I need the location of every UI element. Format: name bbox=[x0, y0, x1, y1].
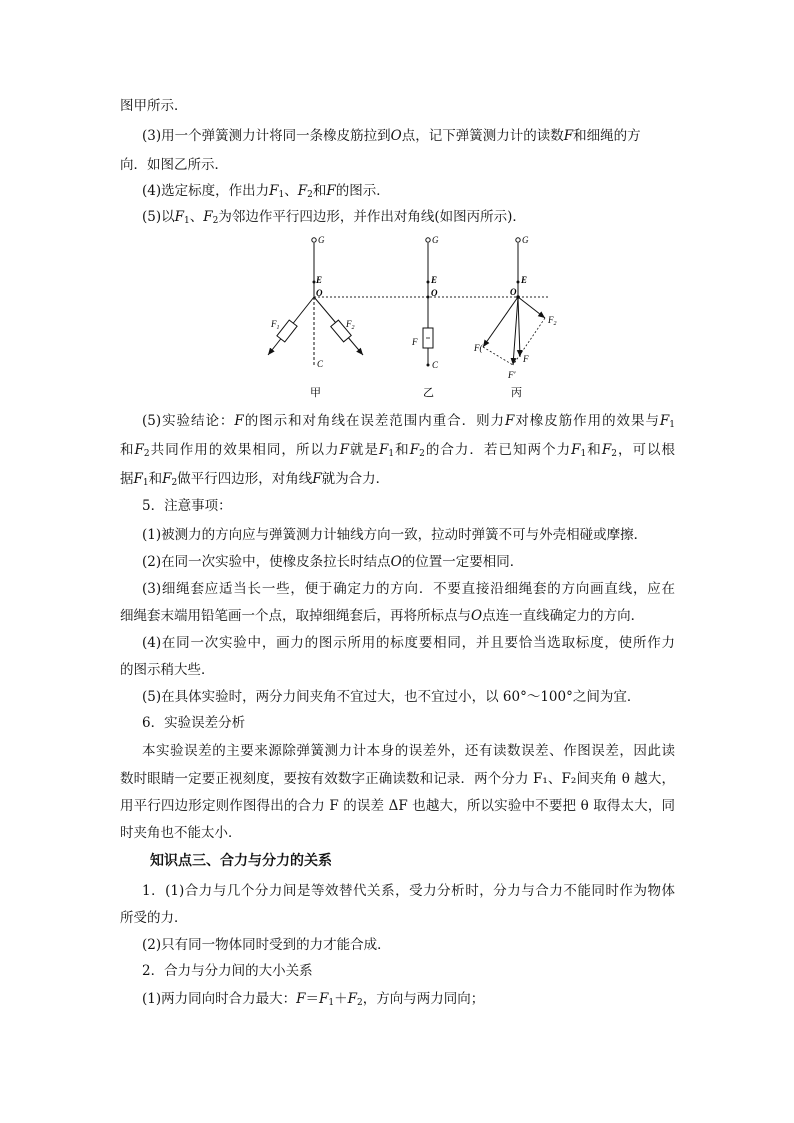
label-f-prime: F′ bbox=[508, 370, 516, 380]
label-o: O bbox=[431, 288, 438, 298]
force-f-prime bbox=[513, 297, 518, 365]
point-g bbox=[312, 238, 316, 242]
parallelogram-side-1 bbox=[483, 347, 513, 365]
conclusion-line-2: 和$F_2$共同作用的效果相同，所以力F就是$F_1$和$F_2$的合力．若已知两个力$F_1$和$F_2$，可以根 bbox=[120, 442, 676, 459]
note-1: (1)被测力的方向应与弹簧测力计轴线方向一致，拉动时弹簧不可与外壳相碰或摩擦． bbox=[142, 527, 648, 543]
force-f2 bbox=[518, 297, 545, 318]
force-f1 bbox=[483, 297, 518, 347]
paragraph-continuation: 图甲所示． bbox=[120, 98, 188, 114]
force-f bbox=[518, 297, 520, 357]
parallelogram-side-2 bbox=[513, 318, 545, 365]
label-g: G bbox=[522, 235, 529, 245]
relation-1-line-2: 所受的力． bbox=[120, 910, 188, 926]
point-g bbox=[426, 238, 430, 242]
step-3-line-1: (3)用一个弹簧测力计将同一条橡皮筋拉到O点，记下弹簧测力计的读数F和细绳的方 bbox=[142, 128, 641, 144]
note-3-line-2: 细绳套末端用铅笔画一个点，取掉细绳套后，再将所标点与O点连一直线确定力的方向． bbox=[120, 608, 645, 624]
error-line-4: 时夹角也不能太小． bbox=[120, 825, 242, 841]
error-line-2: 数时眼睛一定要正视刻度，要按有效数字正确读数和记录．两个分力 F₁、F₂间夹角 θ 越大， bbox=[120, 771, 675, 787]
label-e: E bbox=[431, 275, 438, 285]
experiment-diagram bbox=[0, 0, 794, 420]
relation-1-line-1: 1．(1)合力与几个分力间是等效替代关系，受力分析时，分力与合力不能同时作为物体 bbox=[142, 883, 675, 899]
section-5-title: 5．注意事项： bbox=[142, 498, 232, 514]
caption-b: 乙 bbox=[423, 387, 434, 399]
label-f1: $F_1$ bbox=[271, 319, 280, 331]
label-f2: $F_2$ bbox=[548, 315, 557, 327]
point-e bbox=[517, 281, 520, 284]
step-3-line-2: 向．如图乙所示． bbox=[120, 157, 228, 173]
note-4-line-1: (4)在同一次实验中，画力的图示所用的标度要相同，并且要恰当选取标度，使所作力 bbox=[142, 635, 675, 651]
label-g: G bbox=[432, 235, 439, 245]
conclusion-line-3: 据$F_1$和$F_2$做平行四边形，对角线F就为合力． bbox=[120, 471, 390, 488]
point-o bbox=[427, 296, 430, 299]
label-f: F bbox=[523, 354, 529, 364]
label-o: O bbox=[510, 287, 517, 297]
section-6-title: 6．实验误差分析 bbox=[142, 715, 246, 731]
label-o: O bbox=[316, 288, 323, 298]
figure-a bbox=[268, 235, 363, 399]
caption-a: 甲 bbox=[310, 387, 321, 399]
relation-2-title: 2．合力与分力间的大小关系 bbox=[142, 963, 313, 979]
label-f: F bbox=[412, 337, 418, 347]
point-e bbox=[427, 281, 430, 284]
conclusion-line-1: (5)实验结论：F的图示和对角线在误差范围内重合．则力F对橡皮筋作用的效果与$F_1$ bbox=[142, 413, 676, 430]
figure-b bbox=[411, 235, 439, 399]
note-4-line-2: 的图示稍大些． bbox=[120, 662, 215, 678]
label-e: E bbox=[316, 275, 323, 285]
spring-scale-1 bbox=[277, 320, 297, 342]
caption-c: 丙 bbox=[511, 387, 522, 399]
label-c: C bbox=[317, 359, 324, 369]
note-3-line-1: (3)细绳套应适当长一些，便于确定力的方向．不要直接沿细绳套的方向画直线，应在 bbox=[142, 581, 675, 597]
relation-2-1: (1)两力同向时合力最大：$F=F_1+F_2$，方向与两力同向； bbox=[142, 991, 485, 1008]
note-2: (2)在同一次实验中，使橡皮条拉长时结点O的位置一定要相同． bbox=[142, 554, 524, 570]
error-line-1: 本实验误差的主要来源除弹簧测力计本身的误差外，还有读数误差、作图误差，因此读 bbox=[142, 743, 675, 759]
label-f2: $F_2$ bbox=[346, 319, 355, 331]
step-5: (5)以$F_1$、$F_2$为邻边作平行四边形，并作出对角线(如图丙所示)． bbox=[142, 209, 526, 226]
note-5: (5)在具体实验时，两分力间夹角不宜过大，也不宜过小，以 60°～100°之间为宜． bbox=[142, 689, 641, 705]
point-c bbox=[427, 364, 430, 367]
figure-c bbox=[473, 235, 557, 399]
error-line-3: 用平行四边形定则作图得出的合力 F 的误差 ΔF 也越大，所以实验中不要把 θ 取得太大，同 bbox=[120, 798, 675, 814]
point-g bbox=[516, 238, 520, 242]
label-e: E bbox=[521, 275, 528, 285]
relation-1-2: (2)只有同一物体同时受到的力才能合成． bbox=[142, 937, 391, 953]
section-heading: 知识点三、合力与分力的关系 bbox=[150, 853, 332, 869]
step-4: (4)选定标度，作出力$F_1$、$F_2$和F的图示． bbox=[142, 183, 390, 200]
label-c: C bbox=[432, 360, 439, 370]
label-g: G bbox=[318, 235, 325, 245]
label-f-paren: F( bbox=[474, 343, 483, 353]
